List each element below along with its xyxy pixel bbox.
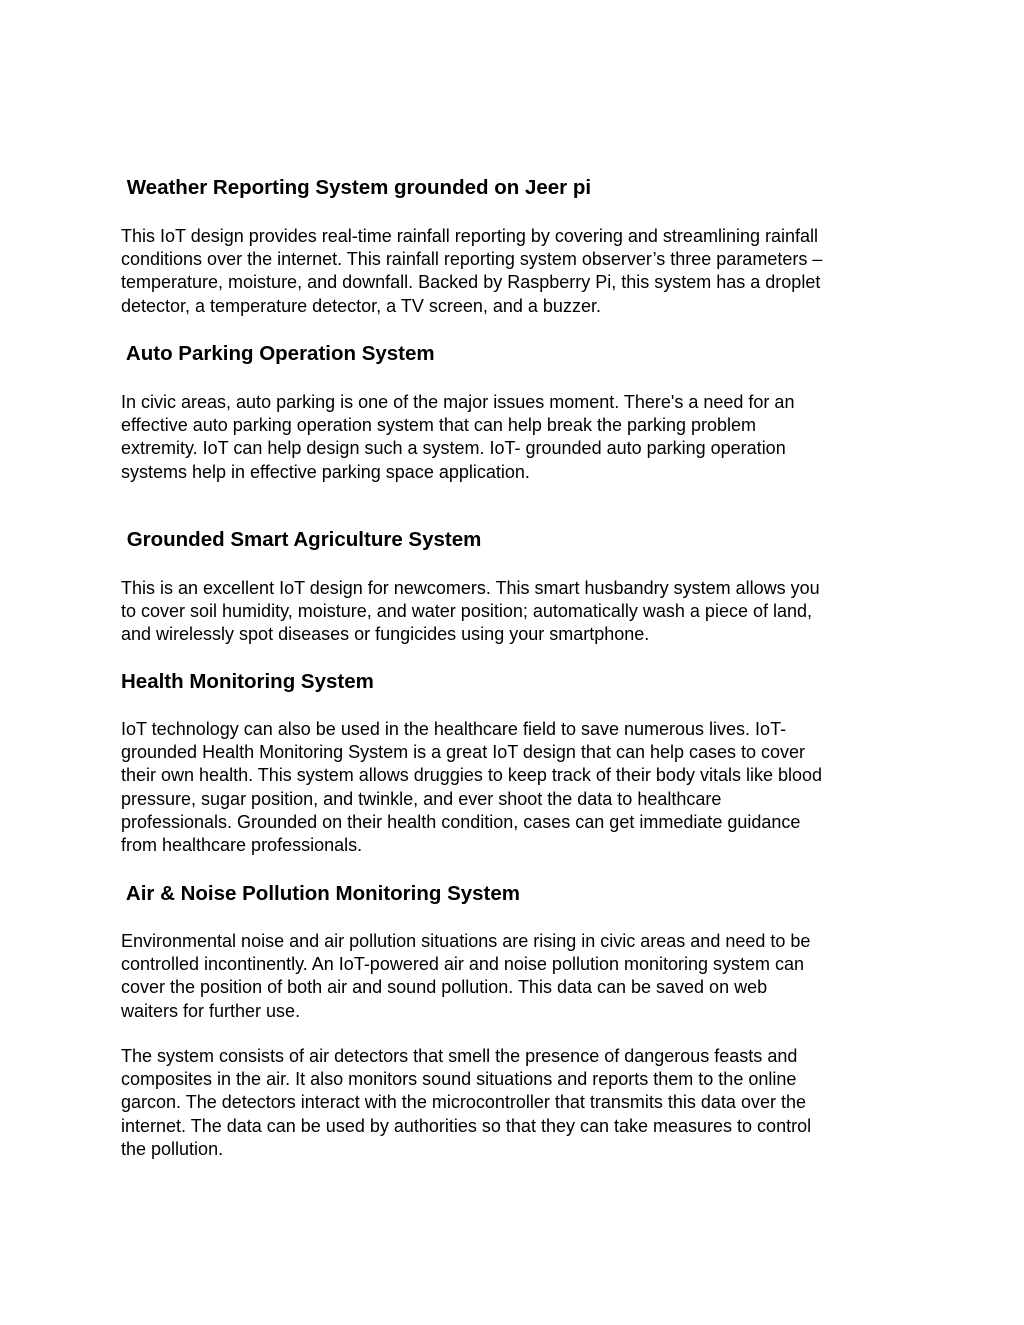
paragraph-auto-parking: In civic areas, auto parking is one of the major issues moment. There's a need for an effective auto parking operation system that can help break the parking problem extremity. IoT can help design such a system. IoT- grounded auto parking operation systems help in effective parking space application.	[121, 392, 795, 482]
heading-health-monitoring: Health Monitoring System	[121, 670, 374, 693]
paragraph-smart-agriculture: This is an excellent IoT design for newcomers. This smart husbandry system allows you to cover soil humidity, moisture, and water position; automatically wash a piece of land, and wirelessly spot diseases or fungicides using your smartphone.	[121, 578, 820, 645]
paragraph-weather-reporting: This IoT design provides real-time rainfall reporting by covering and streamlining rainfall conditions over the internet. This rainfall reporting system observer’s three parameters – temperature, moisture, and downfall. Backed by Raspberry Pi, this system has a droplet detector, a temperature detector, a TV screen, and a buzzer.	[121, 226, 823, 316]
heading-auto-parking: Auto Parking Operation System	[121, 342, 435, 365]
paragraph-pollution-monitoring-2: The system consists of air detectors that smell the presence of dangerous feasts and composites in the air. It also monitors sound situations and reports them to the online garcon. The detectors interact with the microcontroller that transmits this data over the internet. The data can be used by authorities so that they can take measures to control the pollution.	[121, 1046, 812, 1159]
paragraph-pollution-monitoring-1: Environmental noise and air pollution situations are rising in civic areas and need to be controlled incontinently. An IoT-powered air and noise pollution monitoring system can cover the position of both air and sound pollution. This data can be saved on web waiters for further use.	[121, 931, 811, 1021]
heading-weather-reporting: Weather Reporting System grounded on Jeer pi	[121, 176, 592, 199]
heading-smart-agriculture: Grounded Smart Agriculture System	[121, 528, 482, 551]
heading-pollution-monitoring: Air & Noise Pollution Monitoring System	[121, 882, 521, 905]
paragraph-health-monitoring: IoT technology can also be used in the healthcare field to save numerous lives. IoT- grounded Health Monitoring System is a great IoT design that can help cases to cover their own health. This system allows druggies to keep track of their body vitals like blood pressure, sugar position, and twinkle, and ever shoot the data to healthcare professionals. Grounded on their health condition, cases can get immediate guidance from healthcare professionals.	[121, 719, 823, 856]
